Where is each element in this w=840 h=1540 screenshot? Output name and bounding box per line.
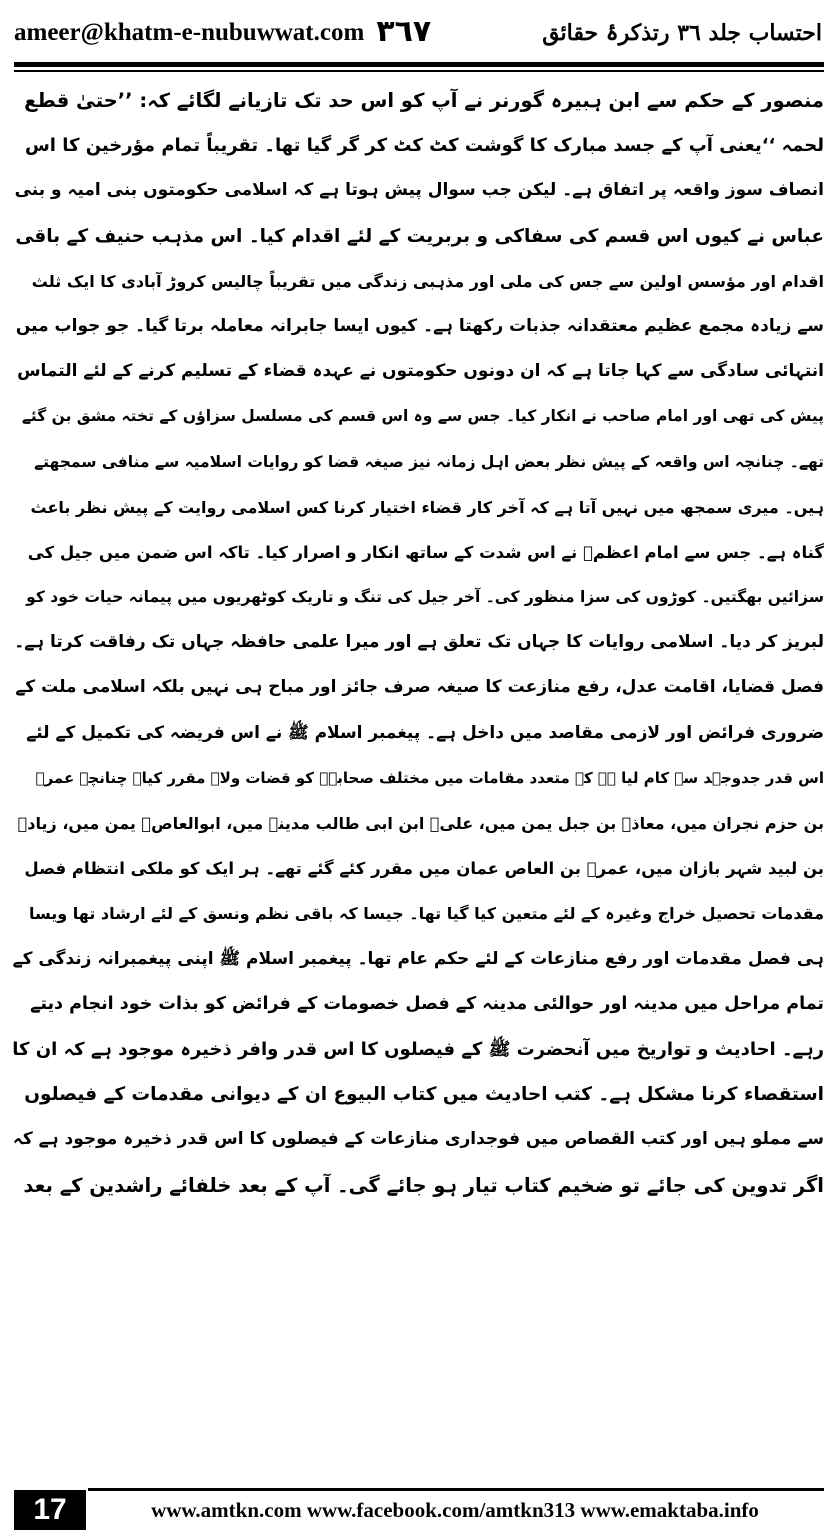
text-line: سے زیادہ مجمع عظیم معتقدانہ جذبات رکھتا ہے۔ کیوں ایسا جابرانہ معاملہ برتا گیا۔ جو جواب میں (15, 315, 824, 336)
text-line: ہی فصل مقدمات اور رفع منازعات کے لئے حکم عام تھا۔ پیغمبر اسلام ﷺ اپنی پیغمبرانہ زندگی کے (12, 948, 824, 969)
text-line: اگر تدوین کی جائے تو ضخیم کتاب تیار ہو جائے گی۔ آپ کے بعد خلفائے راشدین کے بعد (23, 1173, 824, 1197)
text-line: گناہ ہے۔ جس سے امام اعظمؒ نے اس شدت کے ساتھ انکار و اصرار کیا۔ تاکہ اس ضمن میں جیل کی (27, 542, 824, 562)
text-line: بن لبید شہر بازان میں، عمرؓ بن العاص عمان میں مقرر کئے گئے تھے۔ ہر ایک کو ملکی انتظام فصل (24, 859, 824, 879)
text-line: لبریز کر دیا۔ اسلامی روایات کا جہاں تک تعلق ہے اور میرا علمی حافظہ جہاں تک رفاقت کرتا ہے۔ (14, 632, 824, 653)
text-line: انصاف سوز واقعہ پر اتفاق ہے۔ لیکن جب سوال پیش ہوتا ہے کہ اسلامی حکومتوں بنی امیہ و بنی (14, 180, 824, 201)
header-rule-thin (14, 70, 824, 72)
running-title: احتساب جلد ٣٦ رتذکرۂ حقائق (542, 20, 822, 46)
header-left (14, 13, 432, 51)
text-line: اقدام اور مؤسس اولین سے جس کی ملی اور مذہبی زندگی میں تقریباً چالیس کروڑ آبادی کا ایک ثلث (31, 271, 824, 291)
text-line: پیش کی تھی اور امام صاحب نے انکار کیا۔ جس سے وہ اس قسم کی مسلسل سزاؤں کے تختہ مشق بن گئے (21, 407, 824, 426)
text-line: رہے۔ احادیث و تواریخ میں آنحضرت ﷺ کے فیصلوں کا اس قدر وافر ذخیرہ موجود ہے کہ ان کا (12, 1038, 824, 1060)
page-footer (14, 1488, 824, 1532)
text-line: اس قدر جدوجہد سے کام لیا ہے کہ متعدد مقامات میں مختلف صحابہؓ کو قضات ولاۃ مقرر کیا۔ چنانچہ عمرؓ (35, 768, 824, 787)
text-line: فصل قضایا، اقامت عدل، رفع منازعت کا صیغہ صرف جائز اور مباح ہی نہیں بلکہ اسلامی ملت کے (15, 677, 824, 698)
text-line: تھے۔ چنانچہ اس واقعہ کے پیش نظر بعض اہل زمانہ نیز صیغہ قضا کو روایات اسلامیہ سے منافی سمجھتے (34, 452, 824, 471)
text-line: استقصاء کرنا مشکل ہے۔ کتب احادیث میں کتاب البیوع ان کے دیوانی مقدمات کے فیصلوں (24, 1084, 824, 1106)
text-line: سزائیں بھگتیں۔ کوڑوں کی سزا منظور کی۔ آخر جیل کی تنگ و تاریک کوٹھریوں میں پیمانہ حیات خود کو (26, 588, 824, 607)
text-line: انتہائی سادگی سے کہا جاتا ہے کہ ان دونوں حکومتوں نے عہدہ قضاء کے تسلیم کرنے کے لئے التماس (17, 361, 824, 382)
text-line: عباس نے کیوں اس قسم کی سفاکی و بربریت کے لئے اقدام کیا۔ اس مذہب حنیف کے باقی (15, 225, 824, 247)
text-line: مقدمات تحصیل خراج وغیرہ کے لئے متعین کیا گیا تھا۔ جیسا کہ باقی نظم ونسق کے لئے ارشاد تھا ویسا (28, 904, 824, 924)
text-line: سے مملو ہیں اور کتب القصاص میں فوجداری منازعات کے فیصلوں کا اس قدر ذخیرہ موجود ہے کہ (12, 1129, 824, 1150)
folio-number: 17 (14, 1490, 86, 1530)
header-email[interactable]: ameer@khatm-e-nubuwwat.com (14, 19, 365, 46)
header-page-number: ٣٦٧ (376, 13, 432, 49)
text-line: تمام مراحل میں مدینہ اور حوالئی مدینہ کے فصل خصومات کے فرائض کو بذات خود انجام دیتے (30, 993, 824, 1014)
text-line: ہیں۔ میری سمجھ میں نہیں آتا ہے کہ آخر کار قضاء اختیار کرنا کس اسلامی روایت کے پیش نظر باعث (30, 497, 824, 517)
page-header (14, 10, 822, 56)
text-line: لحمہ ‘‘یعنی آپ کے جسد مبارک کا گوشت کٹ کٹ کر گر گیا تھا۔ تقریباً تمام مؤرخین کا اس (24, 135, 824, 157)
text-line: بن حزم نجران میں، معاذؓ بن جبل یمن میں، علیؓ ابن ابی طالب مدینہ میں، ابوالعاصؓ یمن میں، زیادؓ (17, 814, 824, 833)
footer-links[interactable]: www.amtkn.com www.facebook.com/amtkn313 www.emaktaba.info (151, 1497, 759, 1522)
header-rule-thick (14, 62, 824, 67)
text-line: منصور کے حکم سے ابن ہبیرہ گورنر نے آپ کو اس حد تک تازیانے لگائے کہ: ’’حتیٰ قطع (24, 89, 824, 112)
body-text (12, 78, 824, 1458)
text-line: ضروری فرائض اور لازمی مقاصد میں داخل ہے۔ پیغمبر اسلام ﷺ نے اس فریضہ کی تکمیل کے لئے (26, 722, 824, 743)
